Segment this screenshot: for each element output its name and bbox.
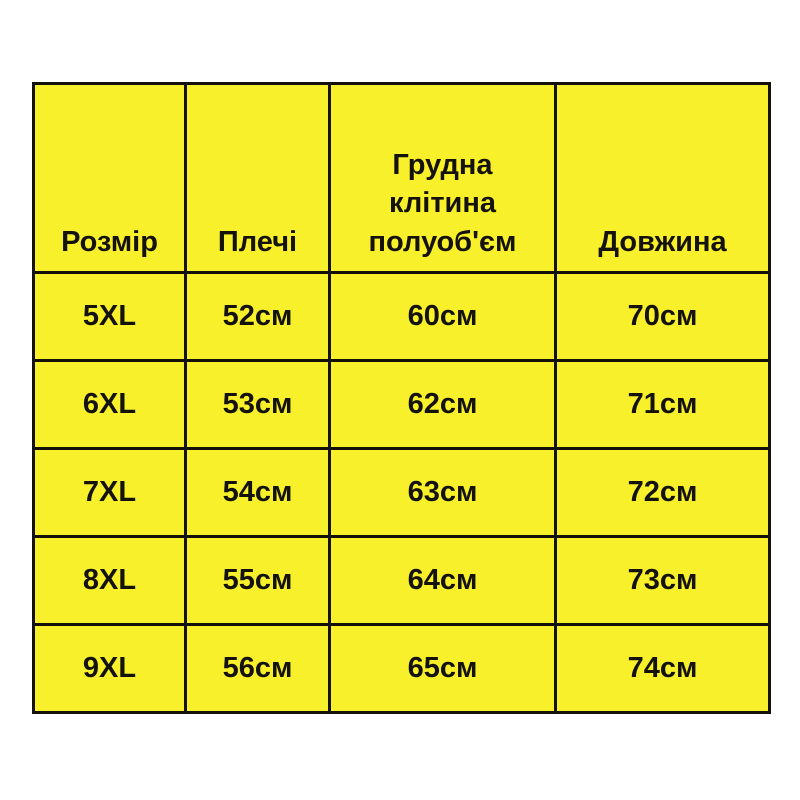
table-row bbox=[34, 449, 770, 537]
cell-size: 6XL bbox=[34, 361, 186, 449]
table-row bbox=[34, 537, 770, 625]
table-body bbox=[34, 273, 770, 713]
cell-length: 71см bbox=[556, 361, 770, 449]
column-header-chest-line3: полуоб'єм bbox=[368, 225, 517, 258]
cell-chest: 62см bbox=[330, 361, 556, 449]
cell-length: 73см bbox=[556, 537, 770, 625]
column-header-size bbox=[34, 84, 186, 273]
cell-size: 7XL bbox=[34, 449, 186, 537]
table-row bbox=[34, 273, 770, 361]
cell-chest: 60см bbox=[330, 273, 556, 361]
cell-shoulders: 52см bbox=[186, 273, 330, 361]
column-header-chest bbox=[330, 84, 556, 273]
cell-shoulders: 55см bbox=[186, 537, 330, 625]
cell-chest: 63см bbox=[330, 449, 556, 537]
cell-size: 9XL bbox=[34, 625, 186, 713]
column-header-shoulders bbox=[186, 84, 330, 273]
table-row bbox=[34, 625, 770, 713]
cell-shoulders: 54см bbox=[186, 449, 330, 537]
table-row bbox=[34, 361, 770, 449]
cell-shoulders: 53см bbox=[186, 361, 330, 449]
cell-length: 74см bbox=[556, 625, 770, 713]
cell-length: 70см bbox=[556, 273, 770, 361]
column-header-length bbox=[556, 84, 770, 273]
size-table bbox=[32, 82, 771, 714]
cell-size: 5XL bbox=[34, 273, 186, 361]
column-header-size-label: Розмір bbox=[61, 225, 158, 258]
table-header-row bbox=[34, 84, 770, 273]
column-header-chest-line1: Грудна bbox=[392, 149, 493, 182]
size-table-container bbox=[32, 82, 768, 714]
table-header bbox=[34, 84, 770, 273]
cell-size: 8XL bbox=[34, 537, 186, 625]
column-header-length-label: Довжина bbox=[598, 225, 727, 258]
cell-shoulders: 56см bbox=[186, 625, 330, 713]
cell-chest: 65см bbox=[330, 625, 556, 713]
column-header-shoulders-label: Плечі bbox=[217, 225, 298, 258]
column-header-chest-line2: клітина bbox=[388, 187, 497, 220]
cell-chest: 64см bbox=[330, 537, 556, 625]
cell-length: 72см bbox=[556, 449, 770, 537]
